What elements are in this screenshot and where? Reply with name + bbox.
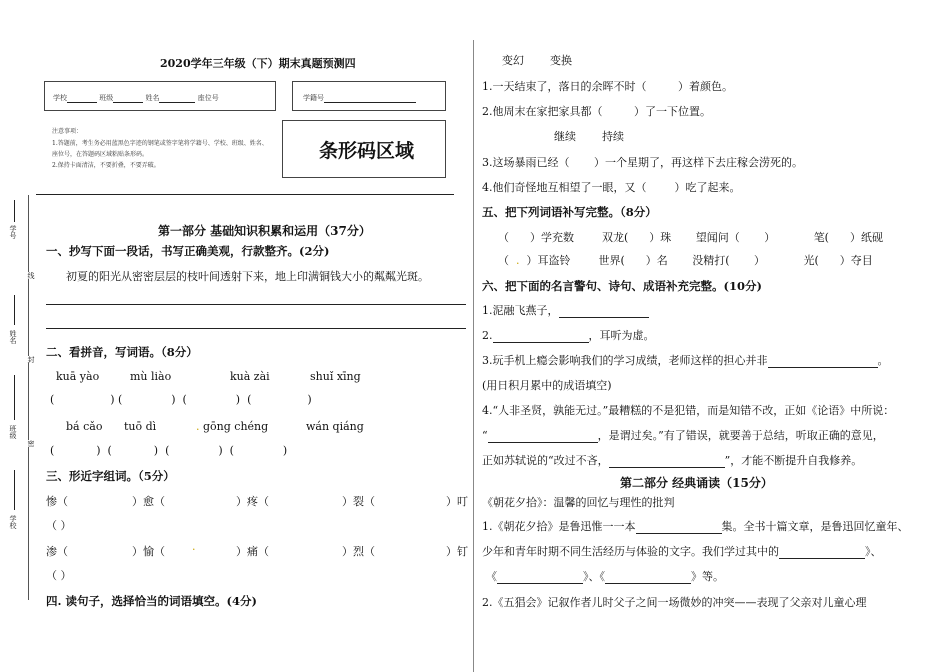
binding-mark-feng: 封 — [27, 356, 35, 363]
q6-hint: (用日积月累中的成语填空) — [482, 379, 612, 392]
dot-mark: . — [196, 420, 203, 433]
pinyin-answers-row2[interactable]: ( ) ( ) ( ) ( ) — [50, 444, 288, 457]
sentence-2[interactable]: 2.他周末在家把家具都（ ）了一下位置。 — [482, 105, 711, 118]
sentence-4[interactable]: 4.他们奇怪地互相望了一眼，又（ ）吃了起来。 — [482, 181, 741, 194]
q3-item-6[interactable]: 渗（ — [46, 545, 68, 558]
q3-item-4[interactable]: ）裂（ — [342, 495, 375, 508]
q3-item-2[interactable]: ）愈（ — [132, 495, 165, 508]
exam-title: 2020学年三年级（下）期末真题预测四 — [160, 57, 356, 70]
q3-item-3[interactable]: ）疼（ — [236, 495, 269, 508]
pinyin-6: tuō dì — [124, 420, 157, 433]
class-field[interactable] — [113, 91, 143, 103]
school-field[interactable] — [67, 91, 97, 103]
q6-blank-5[interactable] — [609, 456, 725, 468]
binding-line — [28, 195, 29, 600]
student-id-box — [292, 81, 446, 111]
class-label: 班级 — [99, 94, 114, 102]
notice-item-2: 座位号，在答题码区域粘贴条形码。 — [52, 151, 149, 158]
pinyin-4: shuǐ xīng — [310, 370, 361, 383]
q6-blank-2[interactable] — [493, 331, 589, 343]
q3-item-9[interactable]: ）烈（ — [342, 545, 375, 558]
pinyin-8: wán qiáng — [306, 420, 364, 433]
name-field[interactable] — [159, 91, 195, 103]
notice-item-1: 1.答题前，考生务必用蓝黑色字迹的钢笔或签字笔将学籍号、学校、班级、姓名、 — [52, 140, 268, 147]
q5-row-2[interactable]: （ . ）耳盗铃 世界( ）名 没精打( ） 光( ）夺目 — [498, 254, 873, 267]
q6-line-1[interactable]: 1.泥融飞燕子， — [482, 302, 649, 318]
part2-title: 第二部分 经典诵读（15分） — [620, 476, 773, 490]
q3-item-10[interactable]: ）钉 — [446, 545, 468, 558]
notice-title: 注意事项： — [52, 128, 83, 135]
binding-mark-xian: 线 — [27, 272, 35, 279]
q3-paren-2[interactable]: （ ） — [46, 569, 72, 582]
q5-row-1[interactable]: （ ）学充数 双龙( ）珠 望闻问（ ） 笔( ）纸砚 — [498, 231, 883, 244]
q3-item-8[interactable]: ）痛（ — [236, 545, 269, 558]
word-pair-1b: 变换 — [550, 54, 572, 67]
q6-blank-3[interactable] — [768, 356, 878, 368]
binding-label-banji: 班级 — [9, 425, 17, 439]
pinyin-2: mù liào — [130, 370, 172, 383]
word-pair-1a: 变幻 — [502, 54, 524, 67]
q3-item-1[interactable]: 惨（ — [46, 495, 68, 508]
student-id-field[interactable] — [324, 91, 416, 103]
q6-line-5[interactable]: “ ，是谓过矣。”有了错误，就要善于总结，听取正确的意见， — [482, 429, 884, 442]
part1-title: 第一部分 基础知识积累和运用（37分） — [158, 224, 371, 238]
q6-blank-1[interactable] — [559, 306, 649, 318]
q6-blank-4[interactable] — [488, 431, 598, 443]
q1-write-line-2[interactable] — [46, 328, 466, 329]
p2-blank-4[interactable] — [605, 572, 691, 584]
binding-blank-4 — [14, 470, 15, 510]
pinyin-answers-row1[interactable]: ( ) ( ) ( ) ( ) — [50, 393, 312, 406]
sentence-3[interactable]: 3.这场暴雨已经（ ）一个星期了，再这样下去庄稼会涝死的。 — [482, 156, 803, 169]
q6-line-2[interactable]: 2. ，耳听为虚。 — [482, 329, 655, 342]
pinyin-1: kuā yào — [56, 370, 100, 383]
pinyin-3: kuà zài — [230, 370, 270, 383]
q3-title: 三、形近字组词。（5分） — [46, 469, 175, 483]
q1-title: 一、抄写下面一段话，书写正确美观，行款整齐。(2分) — [46, 244, 330, 258]
p2-blank-2[interactable] — [779, 547, 865, 559]
binding-blank-1 — [14, 200, 15, 222]
page-divider — [473, 40, 474, 672]
q1-write-line-1[interactable] — [46, 304, 466, 305]
pinyin-7: . gōng chéng — [196, 420, 269, 433]
student-id-label: 学籍号 — [303, 94, 324, 102]
binding-label-xuexiao: 学校 — [9, 515, 17, 529]
dot-mark-q3: . — [192, 540, 196, 553]
barcode-area — [282, 120, 446, 178]
binding-label-xingming: 姓名 — [9, 330, 17, 344]
q3-item-5[interactable]: ）叮 — [446, 495, 468, 508]
school-label: 学校 — [53, 94, 67, 102]
p2-blank-1[interactable] — [636, 522, 722, 534]
q5-title: 五、把下列词语补写完整。（8分） — [482, 205, 657, 219]
pinyin-5: bá cǎo — [66, 420, 103, 433]
word-pair-2b: 持续 — [602, 130, 624, 143]
part2-q1-line3[interactable]: 《 》、《 》等。 — [486, 570, 724, 583]
q1-text: 初夏的阳光从密密层层的枝叶间透射下来，地上印满铜钱大小的粼粼光斑。 — [66, 270, 429, 283]
binding-blank-3 — [14, 375, 15, 420]
student-info-box — [44, 81, 276, 111]
q4-title: 四. 读句子，选择恰当的词语填空。(4分) — [46, 594, 257, 608]
q3-item-7[interactable]: ）愉（ — [132, 545, 165, 558]
q6-title: 六、把下面的名言警句、诗句、成语补充完整。(10分) — [482, 279, 762, 293]
notice-item-3: 2.保持卡面清洁，不要折叠，不要弄破。 — [52, 162, 160, 169]
header-rule — [36, 194, 454, 195]
q6-line-6[interactable]: 正如苏轼说的“改过不吝， ”，才能不断提升自我修养。 — [482, 454, 863, 467]
part2-q2: 2.《五猖会》记叙作者儿时父子之间一场微妙的冲突——表现了父亲对儿童心理 — [482, 596, 867, 609]
q3-paren-1[interactable]: （ ） — [46, 519, 72, 532]
sentence-1[interactable]: 1.一天结束了，落日的余晖不时（ ）着颜色。 — [482, 80, 733, 93]
seat-label: 座位号 — [197, 94, 219, 102]
name-label: 姓名 — [145, 94, 160, 102]
barcode-label: 条形码区域 — [319, 140, 415, 162]
p2-blank-3[interactable] — [497, 572, 583, 584]
word-pair-2a: 继续 — [554, 130, 576, 143]
binding-mark-mi: 密 — [27, 440, 35, 447]
part2-q1-line2[interactable]: 少年和青年时期不同生活经历与体验的文字。我们学过其中的 》、 — [482, 545, 882, 558]
binding-label-xuehao: 学号 — [9, 225, 17, 239]
part2-q1-line1[interactable]: 1.《朝花夕拾》是鲁迅惟一一本 集。全书十篇文章，是鲁迅回忆童年、 — [482, 520, 909, 533]
q2-title: 二、看拼音，写词语。（8分） — [46, 345, 198, 359]
binding-blank-2 — [14, 295, 15, 325]
part2-intro: 《朝花夕拾》：温馨的回忆与理性的批判 — [482, 496, 675, 509]
q6-line-4: 4.“人非圣贤，孰能无过。”最糟糕的不是犯错，而是知错不改，正如《论语》中所说： — [482, 404, 895, 417]
q6-line-3[interactable]: 3.玩手机上瘾会影响我们的学习成绩，老师这样的担心并非 。 — [482, 354, 889, 367]
